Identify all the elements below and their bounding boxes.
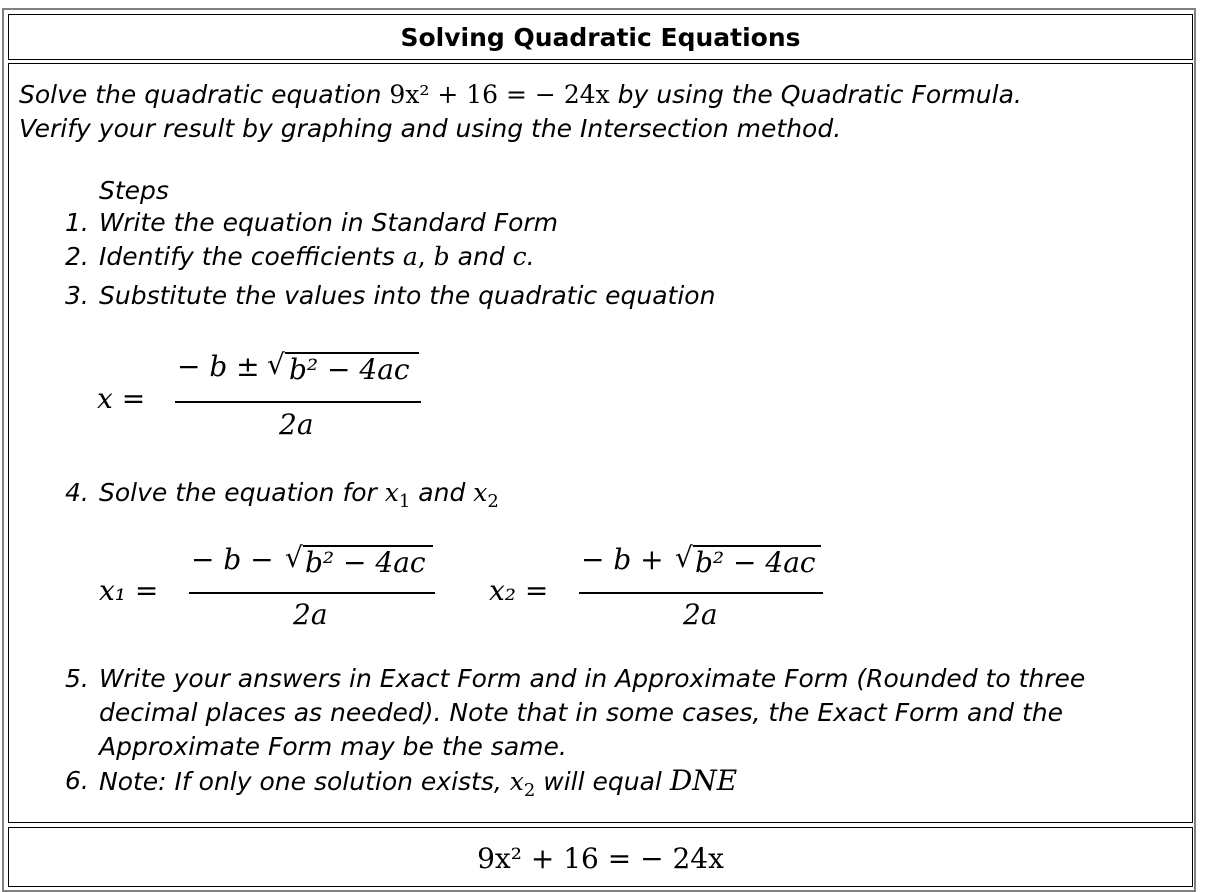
step-6: 6. Note: If only one solution exists, $x_2$ will equal DNE [65, 764, 738, 801]
sqrt-sign: √ [675, 541, 693, 574]
sqrt-sign: √ [285, 541, 303, 574]
intro-equation: 9x² + 16 = − 24x [389, 80, 610, 109]
page-title: Solving Quadratic Equations [400, 23, 801, 52]
intro-prefix: Solve the quadratic equation [19, 80, 390, 109]
problem-body [8, 63, 1193, 823]
equation-box [8, 827, 1193, 887]
problem-container [2, 8, 1196, 892]
step-4: 4. Solve the equation for $x_1$ and $x_2$ [65, 478, 499, 512]
x1-lhs: x₁ = [99, 574, 159, 607]
step-1: 1. Write the equation in Standard Form [65, 208, 559, 237]
x1-numerator: − b − [191, 543, 274, 576]
intro-text [19, 78, 1179, 146]
x1-denominator: 2a [293, 598, 328, 631]
formula-denominator: 2a [279, 408, 314, 441]
steps-heading: Steps [99, 176, 169, 205]
x2-denominator: 2a [683, 598, 718, 631]
step-2: 2. Identify the coefficients a, b and c. [65, 242, 535, 271]
intro-suffix: by using the Quadratic Formula. [609, 80, 1022, 109]
formula-radicand: b² − 4ac [289, 353, 410, 386]
fraction-line [189, 592, 435, 594]
step-5: 5. Write your answers in Exact Form and in Approximate Form (Rounded to three decimal places as needed). Note that in some cases, the Exact Form and the Approximate Form may be the same. [65, 664, 1086, 761]
title-box [8, 14, 1193, 60]
formula-numerator: − b ± [177, 350, 260, 383]
step-3: 3. Substitute the values into the quadratic equation [65, 281, 716, 310]
fraction-line [175, 401, 421, 403]
intro-line2: Verify your result by graphing and using the Intersection method. [19, 114, 842, 143]
formula-lhs: x = [97, 382, 146, 415]
sqrt-sign: √ [267, 348, 285, 381]
x2-lhs: x₂ = [489, 574, 549, 607]
x1-radicand: b² − 4ac [305, 546, 426, 579]
bottom-equation: 9x² + 16 = − 24x [477, 842, 724, 875]
fraction-line [579, 592, 823, 594]
x2-numerator: − b + [581, 543, 664, 576]
x2-radicand: b² − 4ac [695, 546, 816, 579]
